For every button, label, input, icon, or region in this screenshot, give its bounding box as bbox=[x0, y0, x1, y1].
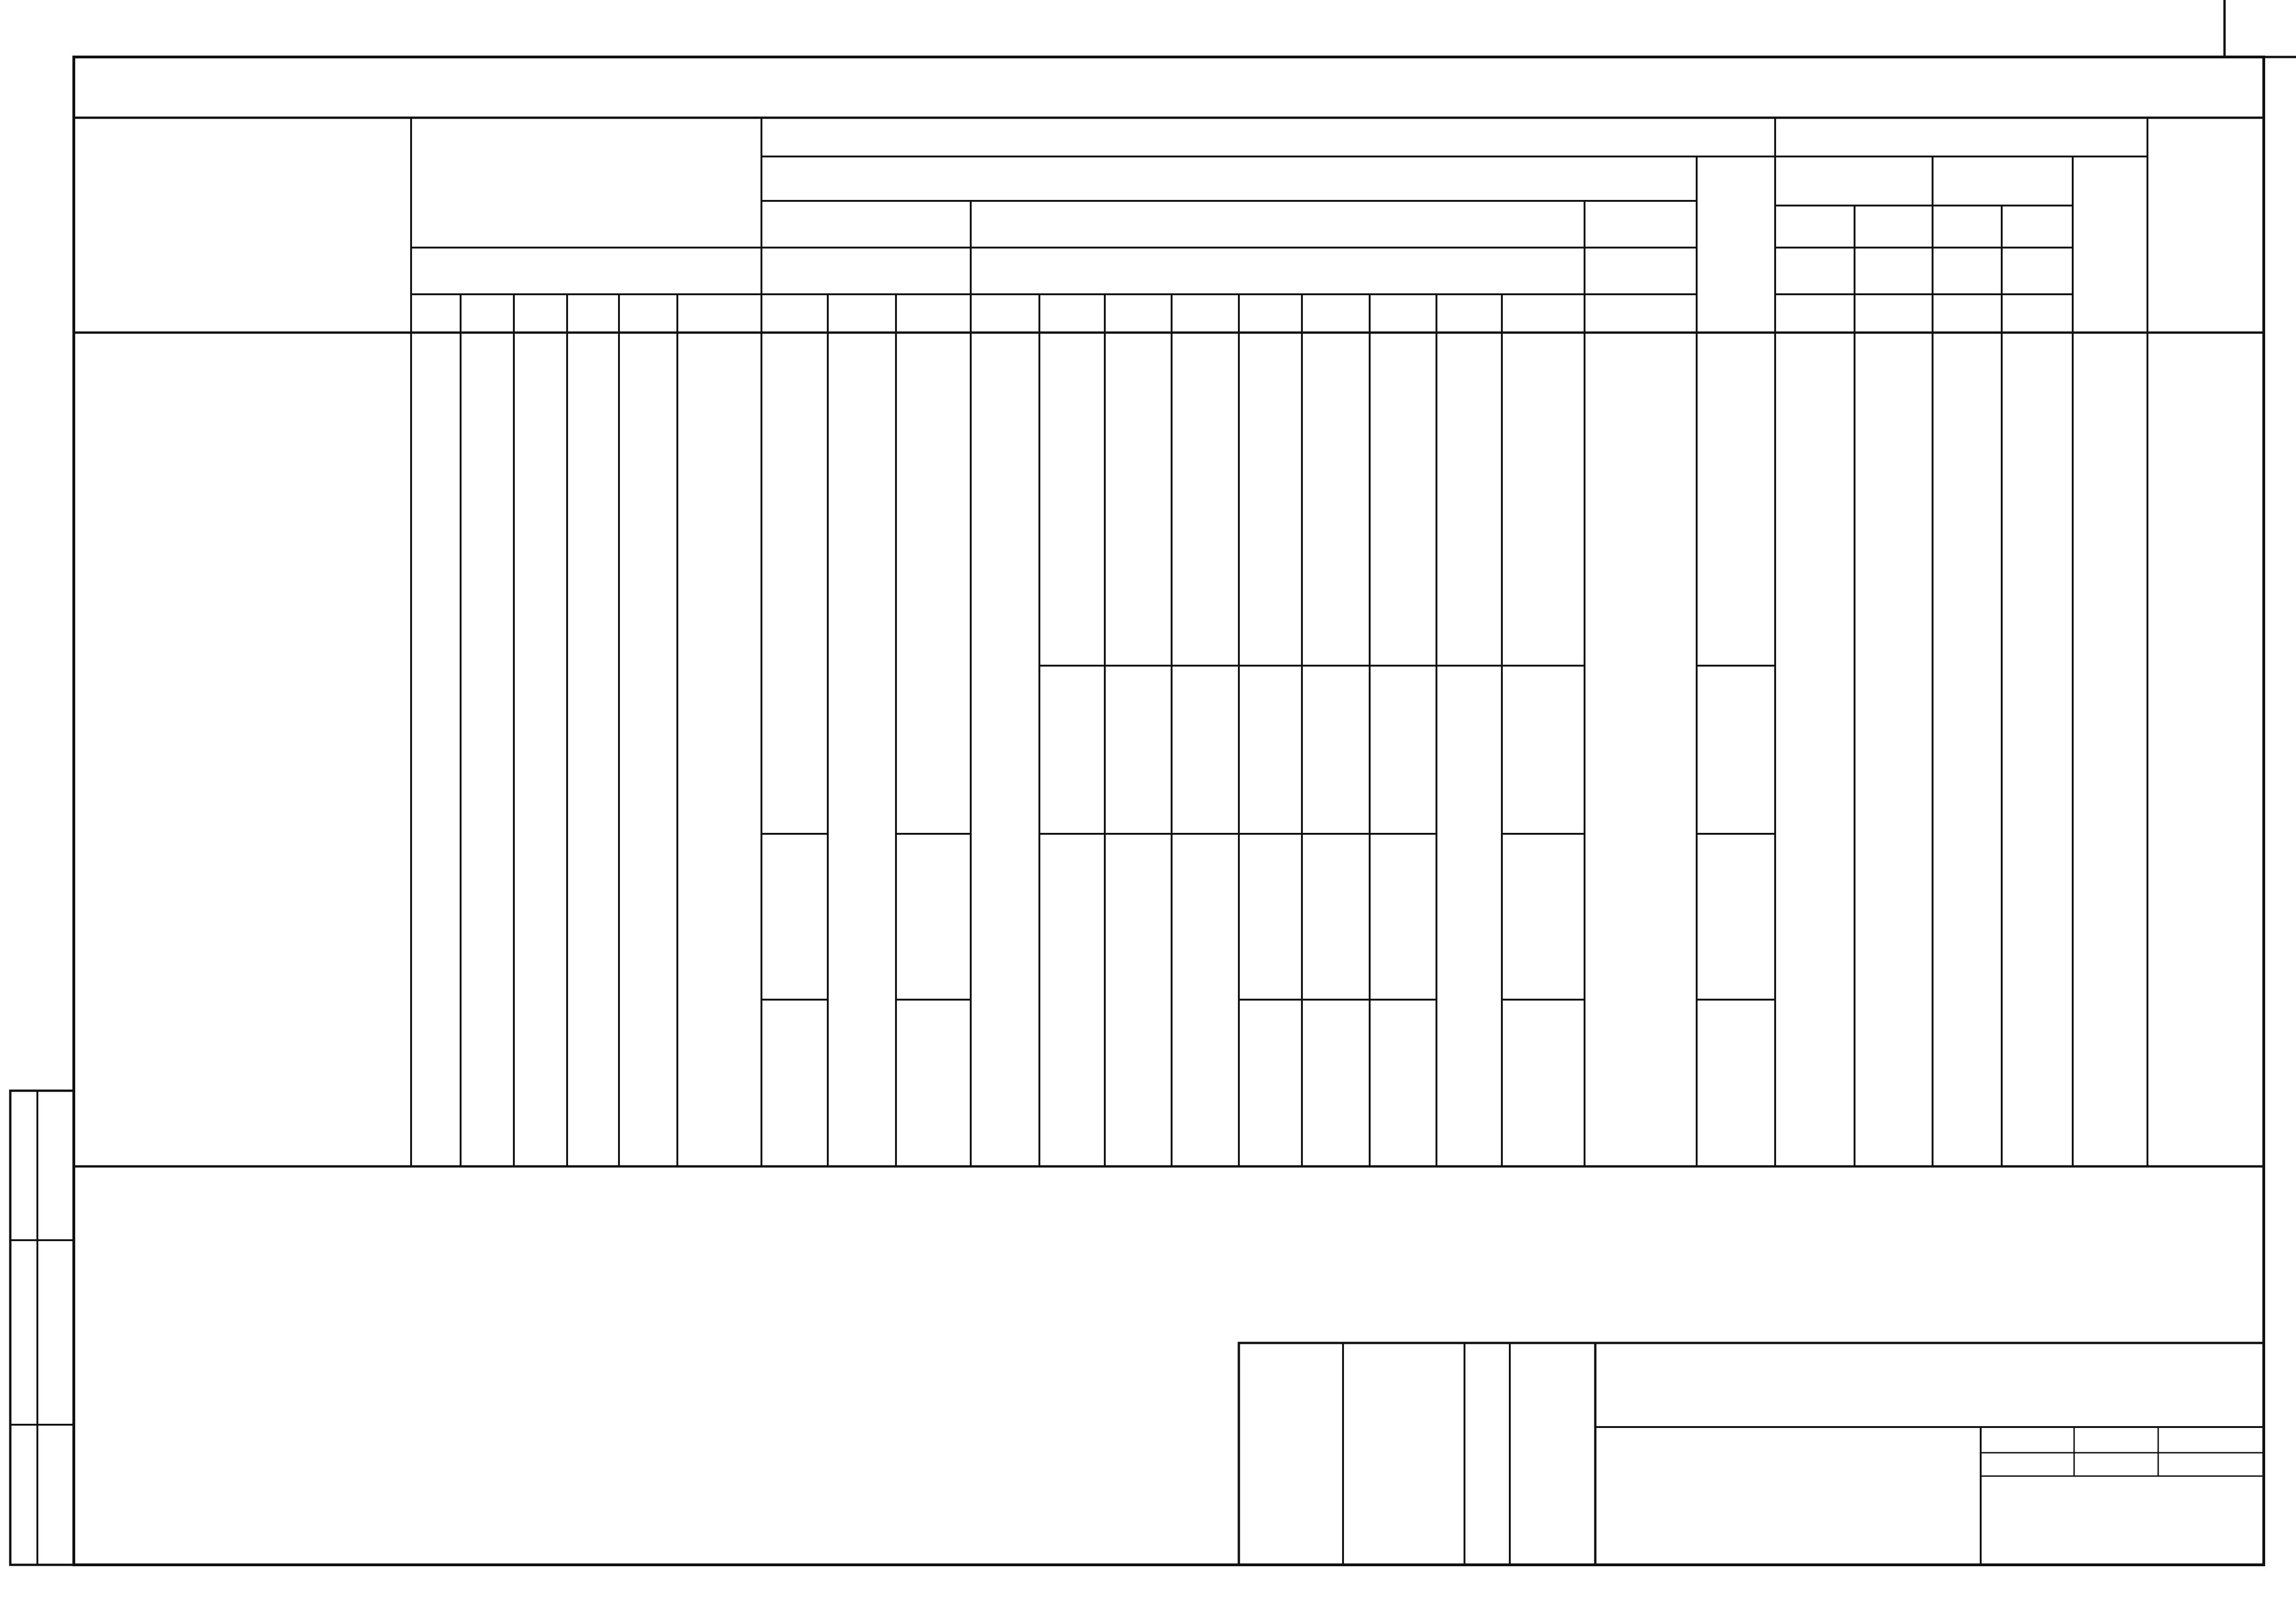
sheet-number-box bbox=[2225, 0, 2296, 57]
table-frame bbox=[74, 57, 2264, 1565]
title-block bbox=[1239, 1343, 2264, 1565]
column-lines bbox=[411, 118, 2147, 1166]
side-stamp bbox=[10, 1091, 74, 1565]
header-lines bbox=[411, 156, 2147, 294]
group-lines bbox=[761, 666, 1775, 1000]
